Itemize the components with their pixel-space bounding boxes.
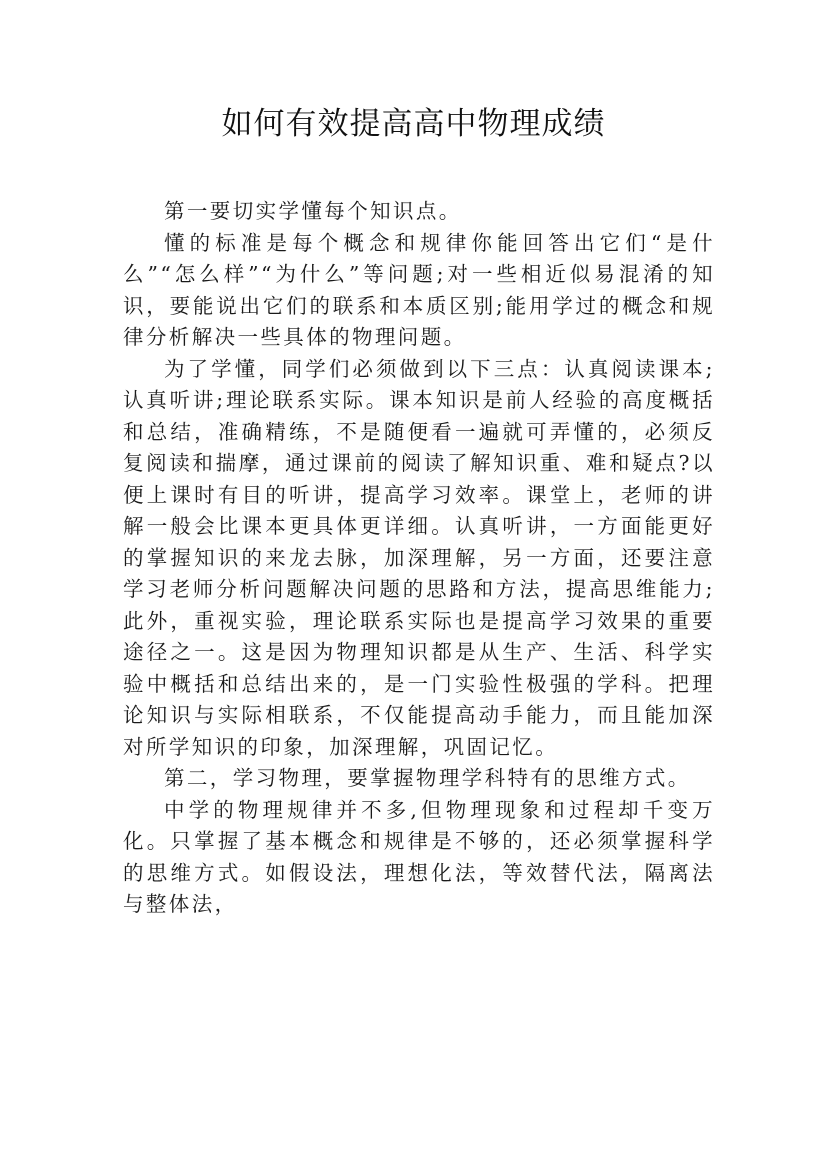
paragraph-3: 为了学懂，同学们必须做到以下三点：认真阅读课本;认真听讲;理论联系实际。课本知识是前人经验的高度概括和总结，准确精练，不是随便看一遍就可弄懂的，必须反复阅读和揣摩，通过课前的阅读了解知识重、难和疑点?以便上课时有目的听讲，提高学习效率。课堂上，老师的讲解一般会比课本更具体更详细。认真听讲，一方面能更好的掌握知识的来龙去脉，加深理解，另一方面，还要注意学习老师分析问题解决问题的思路和方法，提高思维能力;此外，重视实验，理论联系实际也是提高学习效果的重要途径之一。这是因为物理知识都是从生产、生活、科学实验中概括和总结出来的，是一门实验性极强的学科。把理论知识与实际相联系，不仅能提高动手能力，而且能加深对所学知识的印象，加深理解，巩固记忆。 bbox=[123, 356, 715, 759]
paragraph-4: 第二，学习物理，要掌握物理学科特有的思维方式。 bbox=[164, 766, 691, 790]
document-title: 如何有效提高高中物理成绩 bbox=[221, 106, 606, 142]
paragraph-5: 中学的物理规律并不多,但物理现象和过程却千变万化。只掌握了基本概念和规律是不够的，还必须掌握科学的思维方式。如假设法，理想化法，等效替代法，隔离法与整体法， bbox=[123, 797, 715, 916]
paragraph-2: 懂的标准是每个概念和规律你能回答出它们“是什么”“怎么样”“为什么”等问题;对一些相近似易混淆的知识，要能说出它们的联系和本质区别;能用学过的概念和规律分析解决一些具体的物理问题。 bbox=[123, 230, 715, 349]
document-body bbox=[123, 196, 715, 921]
paragraph-1: 第一要切实学懂每个知识点。 bbox=[164, 199, 462, 223]
